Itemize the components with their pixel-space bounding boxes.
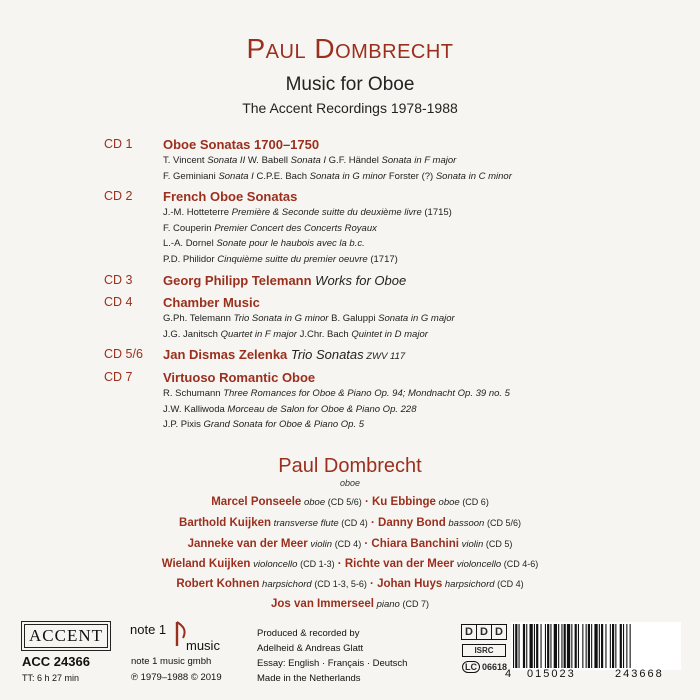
performer-instrument: transverse flute <box>271 518 342 529</box>
performer-instrument: violoncello <box>250 559 301 570</box>
separator-dot: · <box>334 558 345 570</box>
barcode-bar <box>610 624 611 668</box>
cd-work-line <box>163 254 398 265</box>
cd-title-text: French Oboe Sonatas <box>163 189 298 204</box>
performer-instrument: harpsichord <box>259 579 315 590</box>
barcode-bar <box>547 624 549 668</box>
note1-logo-word: note 1 <box>130 622 167 637</box>
barcode-bar <box>515 624 517 668</box>
cd-title <box>163 295 260 310</box>
work-title: Premier Concert des Concerts Royaux <box>214 222 377 234</box>
album-subtitle: The Accent Recordings 1978-1988 <box>242 100 458 116</box>
work-title: Première & Seconde suitte du deuxième livre <box>231 207 422 218</box>
composer-name: R. Schumann <box>163 388 224 399</box>
barcode-bar <box>615 624 616 668</box>
composer-name: J.Chr. Bach <box>296 328 352 340</box>
barcode-bar <box>519 624 520 668</box>
barcode-bar <box>530 624 533 668</box>
composer-name: (1715) <box>421 207 452 218</box>
work-title: Sonate pour le haubois avec la b.c. <box>216 238 365 249</box>
composer-name: J.W. Kalliwoda <box>163 403 228 415</box>
barcode-digit-group: 4 <box>505 668 512 680</box>
label-company: note 1 music gmbh <box>131 656 212 667</box>
composer-name: F. Couperin <box>163 222 215 234</box>
barcode-bar <box>599 624 600 668</box>
composer-name: W. Babell <box>245 155 291 166</box>
performer-cd-ref: (CD 6) <box>462 497 489 507</box>
performer-instrument: violin <box>307 539 335 550</box>
cd-work-line <box>163 404 417 415</box>
composer-name: J.G. Janitsch <box>163 328 221 340</box>
performer-cd-ref: (CD 5/6) <box>486 518 521 528</box>
performer-name: Chiara Banchini <box>371 538 459 550</box>
barcode <box>511 622 681 670</box>
cd-work-line <box>163 419 364 430</box>
cd-title <box>163 189 297 204</box>
lc-number: 06618 <box>482 662 508 672</box>
performer-cd-ref: (CD 4-6) <box>503 559 539 569</box>
cd-number: CD 4 <box>104 295 133 309</box>
performer-row <box>0 558 700 570</box>
work-title: Sonata in F major <box>381 155 457 166</box>
barcode-bar <box>534 624 535 668</box>
work-title: Quartet in F major <box>220 328 297 340</box>
performer-instrument: oboe <box>435 497 463 508</box>
performer-row <box>0 598 700 610</box>
composer-name: B. Galuppi <box>328 313 379 324</box>
barcode-bar <box>561 624 562 668</box>
composer-name: G.F. Händel <box>326 155 382 166</box>
cd-number: CD 5/6 <box>104 347 143 361</box>
composer-name: (1717) <box>367 253 398 265</box>
work-title: Sonata in G major <box>378 313 455 324</box>
performer-name: Robert Kohnen <box>176 578 260 590</box>
separator-dot: · <box>361 496 372 508</box>
barcode-bar <box>620 624 622 668</box>
work-title: Sonata I <box>218 170 254 182</box>
ddd-letter: D <box>476 624 492 640</box>
composer-name: Forster (?) <box>386 170 436 182</box>
label-code <box>462 661 507 673</box>
performer-cd-ref: (CD 1-3) <box>300 559 335 569</box>
performer-row <box>0 538 700 550</box>
barcode-bar <box>541 624 542 668</box>
barcode-bar <box>601 624 603 668</box>
cd-title <box>163 273 406 288</box>
barcode-bar <box>526 624 527 668</box>
cd-title-text: Georg Philipp Telemann <box>163 273 312 288</box>
separator-dot: · <box>366 578 378 590</box>
barcode-bar <box>626 624 627 668</box>
work-title: Sonata II <box>207 155 246 166</box>
credit-line: Adelheid & Andreas Glatt <box>257 643 364 654</box>
cd-title-text: Chamber Music <box>163 295 260 310</box>
composer-name: F. Geminiani <box>163 170 219 182</box>
performer-cd-ref: (CD 4) <box>497 579 524 589</box>
barcode-bar <box>567 624 570 668</box>
accent-logo: ACCENT <box>24 624 108 648</box>
performer-row <box>0 496 700 508</box>
barcode-digit-group: 243668 <box>615 668 664 680</box>
ddd-letter: D <box>491 624 507 640</box>
work-title: Grand Sonata for Oboe & Piano Op. 5 <box>203 419 365 430</box>
performer-cd-ref: (CD 7) <box>402 599 429 609</box>
performer-name: Barthold Kuijken <box>179 517 272 529</box>
cd-number: CD 1 <box>104 137 133 151</box>
cd-work-line <box>163 313 455 324</box>
barcode-bar <box>588 624 590 668</box>
barcode-digit-group: 015023 <box>527 668 576 680</box>
album-title: Music for Oboe <box>285 74 415 95</box>
cd-title <box>163 137 319 152</box>
performer-name: Johan Huys <box>377 578 443 590</box>
work-title: Sonata in G minor <box>309 170 387 182</box>
work-title: Quintet in D major <box>351 328 428 340</box>
cd-title-work: Works for Oboe <box>311 273 407 288</box>
performer-name: Janneke van der Meer <box>187 538 308 550</box>
cd-work-line <box>163 155 456 166</box>
performer-cd-ref: (CD 5) <box>485 539 513 549</box>
barcode-bar <box>550 624 551 668</box>
composer-name: T. Vincent <box>163 155 208 166</box>
barcode-bar <box>612 624 614 668</box>
barcode-bar <box>578 624 579 668</box>
cd-title-text: Virtuoso Romantic Oboe <box>163 370 316 385</box>
performer-cd-ref: (CD 4) <box>334 539 362 549</box>
barcode-bar <box>523 624 525 668</box>
barcode-bar <box>571 624 572 668</box>
cd-work-line <box>163 207 452 218</box>
work-title: Trio Sonata in G minor <box>233 313 329 324</box>
cd-work-line <box>163 329 428 340</box>
barcode-bar <box>582 624 583 668</box>
cd-title <box>163 347 405 362</box>
performer-instrument: bassoon <box>445 518 487 529</box>
performer-instrument: oboe <box>301 497 328 508</box>
work-title: Three Romances for Oboe & Piano Op. 94; Mondnacht Op. 39 no. 5 <box>223 388 510 399</box>
catalog-number: ACC 24366 <box>22 654 90 669</box>
copyright-years: ℗ 1979–1988 © 2019 <box>131 672 222 683</box>
composer-name: J.P. Pixis <box>163 419 204 430</box>
composer-name: J.-M. Hotteterre <box>163 207 232 218</box>
performer-instrument: violoncello <box>454 559 504 570</box>
barcode-bar <box>605 624 606 668</box>
cd-work-line <box>163 223 377 234</box>
cd-number: CD 2 <box>104 189 133 203</box>
work-title: Sonata in C minor <box>435 170 512 182</box>
separator-dot: · <box>367 517 379 529</box>
performer-instrument: violin <box>458 539 486 550</box>
barcode-bar <box>513 624 514 668</box>
cd-title-catalog: ZWV 117 <box>363 351 406 362</box>
composer-name: P.D. Philidor <box>163 253 218 265</box>
cd-number: CD 3 <box>104 273 133 287</box>
cd-work-line <box>163 238 365 249</box>
barcode-bar <box>630 624 631 668</box>
performer-instrument: harpsichord <box>442 579 498 590</box>
note1-logo-music: music <box>186 638 220 653</box>
barcode-bar <box>554 624 557 668</box>
barcode-bar <box>623 624 624 668</box>
cd-work-line <box>163 171 512 182</box>
performer-name: Ku Ebbinge <box>372 496 436 508</box>
cd-title-work: Trio Sonatas <box>287 347 364 362</box>
barcode-bar <box>564 624 566 668</box>
work-title: Cinquième suitte du premier oeuvre <box>217 253 368 265</box>
cd-title-text: Oboe Sonatas 1700–1750 <box>163 137 320 152</box>
barcode-bar <box>558 624 559 668</box>
credit-line: Essay: English · Français · Deutsch <box>257 658 408 669</box>
ddd-letter: D <box>461 624 477 640</box>
performer-name: Jos van Immerseel <box>271 598 374 610</box>
credit-line: Produced & recorded by <box>257 628 360 639</box>
album-artist-title: Paul Dombrecht <box>246 33 454 64</box>
isrc-badge: ISRC <box>462 644 506 657</box>
barcode-bar <box>586 624 587 668</box>
credit-line: Made in the Netherlands <box>257 673 361 684</box>
separator-dot: · <box>361 538 372 550</box>
performer-cd-ref: (CD 5/6) <box>327 497 362 507</box>
performer-cd-ref: (CD 1-3, 5-6) <box>314 579 367 589</box>
performer-name: Danny Bond <box>378 517 446 529</box>
total-duration: TT: 6 h 27 min <box>22 673 80 683</box>
performer-row <box>0 578 700 590</box>
lc-prefix: LC <box>462 661 480 673</box>
performer-name: Wieland Kuijken <box>161 558 251 570</box>
barcode-bar <box>545 624 546 668</box>
main-artist-name: Paul Dombrecht <box>278 455 422 477</box>
performer-row <box>0 517 700 529</box>
ddd-code-badge <box>461 624 506 640</box>
cd-work-line <box>163 388 510 399</box>
composer-name: C.P.E. Bach <box>253 170 310 182</box>
barcode-bar <box>591 624 592 668</box>
performer-instrument: piano <box>373 599 403 610</box>
work-title: Sonata I <box>290 155 327 166</box>
barcode-bar <box>594 624 597 668</box>
main-artist-role: oboe <box>339 478 361 488</box>
performer-name: Richte van der Meer <box>344 558 455 570</box>
work-title: Morceau de Salon for Oboe & Piano Op. 228 <box>227 403 417 415</box>
composer-name: L.-A. Dornel <box>163 238 217 249</box>
barcode-bar <box>575 624 577 668</box>
performer-cd-ref: (CD 4) <box>341 518 368 528</box>
cd-title-text: Jan Dismas Zelenka <box>163 347 288 362</box>
composer-name: G.Ph. Telemann <box>163 313 234 324</box>
cd-number: CD 7 <box>104 370 133 384</box>
performer-name: Marcel Ponseele <box>211 496 302 508</box>
barcode-bar <box>536 624 538 668</box>
cd-title <box>163 370 315 385</box>
